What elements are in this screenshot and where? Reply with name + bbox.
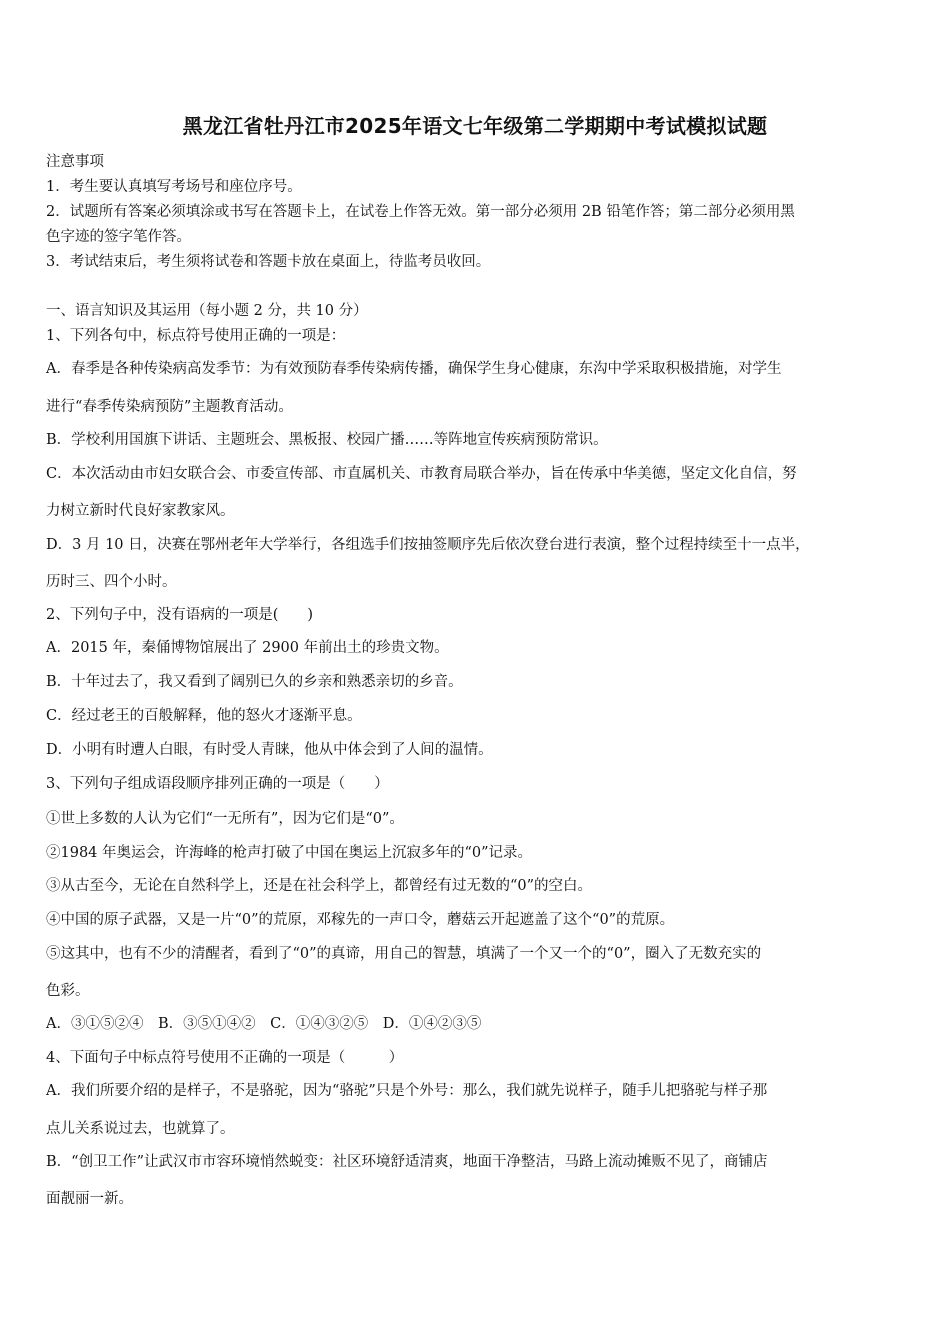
q3-sentence-4: ④中国的原子武器，又是一片“0”的荒原，邓稼先的一声口令，蘑菇云开起遮盖了这个“0”的荒原。 [46,912,675,928]
q1-option-c-cont: 力树立新时代良好家教家风。 [46,503,235,519]
q4-option-b: B．“创卫工作”让武汉市市容环境悄然蜕变：社区环境舒适清爽，地面干净整洁，马路上流动摊贩不见了，商铺店 [46,1154,768,1170]
q3-sentence-5: ⑤这其中，也有不少的清醒者，看到了“0”的真谛，用自己的智慧，填满了一个又一个的“0”，圈入了无数充实的 [46,946,762,962]
q2-option-b: B．十年过去了，我又看到了阔别已久的乡亲和熟悉亲切的乡音。 [46,674,463,690]
notice-heading: 注意事项 [46,154,104,170]
notice-item-3: 3．考试结束后，考生须将试卷和答题卡放在桌面上，待监考员收回。 [46,254,491,270]
q4-option-b-cont: 面靓丽一新。 [46,1191,133,1207]
notice-item-1: 1．考生要认真填写考场号和座位序号。 [46,179,302,195]
q1-option-d: D．3 月 10 日，决赛在鄂州老年大学举行，各组选手们按抽签顺序先后依次登台进行表演，整个过程持续至十一点半， [46,537,810,553]
q3-options: A．③①⑤②④ B．③⑤①④② C．①④③②⑤ D．①④②③⑤ [46,1016,482,1032]
q4-option-a: A．我们所要介绍的是样子，不是骆驼，因为“骆驼”只是个外号：那么，我们就先说样子，随手儿把骆驼与样子那 [46,1083,768,1099]
q2-option-a: A．2015 年，秦俑博物馆展出了 2900 年前出土的珍贵文物。 [46,640,449,656]
q4-stem: 4、下面句子中标点符号使用不正确的一项是（ ） [46,1050,404,1066]
q3-sentence-5-cont: 色彩。 [46,983,90,999]
section-heading: 一、语言知识及其运用（每小题 2 分，共 10 分） [46,303,368,319]
q2-option-d: D．小明有时遭人白眼，有时受人青睐，他从中体会到了人间的温情。 [46,742,493,758]
q1-option-a: A．春季是各种传染病高发季节：为有效预防春季传染病传播，确保学生身心健康，东沟中学采取积极措施，对学生 [46,361,782,377]
q3-sentence-1: ①世上多数的人认为它们“一无所有”，因为它们是“0”。 [46,811,404,827]
notice-item-2: 2．试题所有答案必须填涂或书写在答题卡上，在试卷上作答无效。第一部分必须用 2B 铅笔作答；第二部分必须用黑 [46,204,795,220]
q3-sentence-3: ③从古至今，无论在自然科学上，还是在社会科学上，都曾经有过无数的“0”的空白。 [46,878,593,894]
page-title: 黑龙江省牡丹江市2025年语文七年级第二学期期中考试模拟试题 [182,114,768,138]
q4-option-a-cont: 点儿关系说过去，也就算了。 [46,1121,235,1137]
q1-option-b: B．学校利用国旗下讲话、主题班会、黑板报、校园广播……等阵地宣传疾病预防常识。 [46,432,608,448]
q3-sentence-2: ②1984 年奥运会，许海峰的枪声打破了中国在奥运上沉寂多年的“0”记录。 [46,845,533,861]
q2-stem: 2、下列句子中，没有语病的一项是( ) [46,607,314,623]
q3-stem: 3、下列句子组成语段顺序排列正确的一项是（ ） [46,776,389,792]
q1-option-d-cont: 历时三、四个小时。 [46,574,177,590]
q1-stem: 1、下列各句中，标点符号使用正确的一项是： [46,328,346,344]
q1-option-c: C．本次活动由市妇女联合会、市委宣传部、市直属机关、市教育局联合举办，旨在传承中华美德，坚定文化自信，努 [46,466,797,482]
q2-option-c: C．经过老王的百般解释，他的怒火才逐渐平息。 [46,708,362,724]
q1-option-a-cont: 进行“春季传染病预防”主题教育活动。 [46,399,293,415]
notice-item-2-cont: 色字迹的签字笔作答。 [46,229,191,245]
